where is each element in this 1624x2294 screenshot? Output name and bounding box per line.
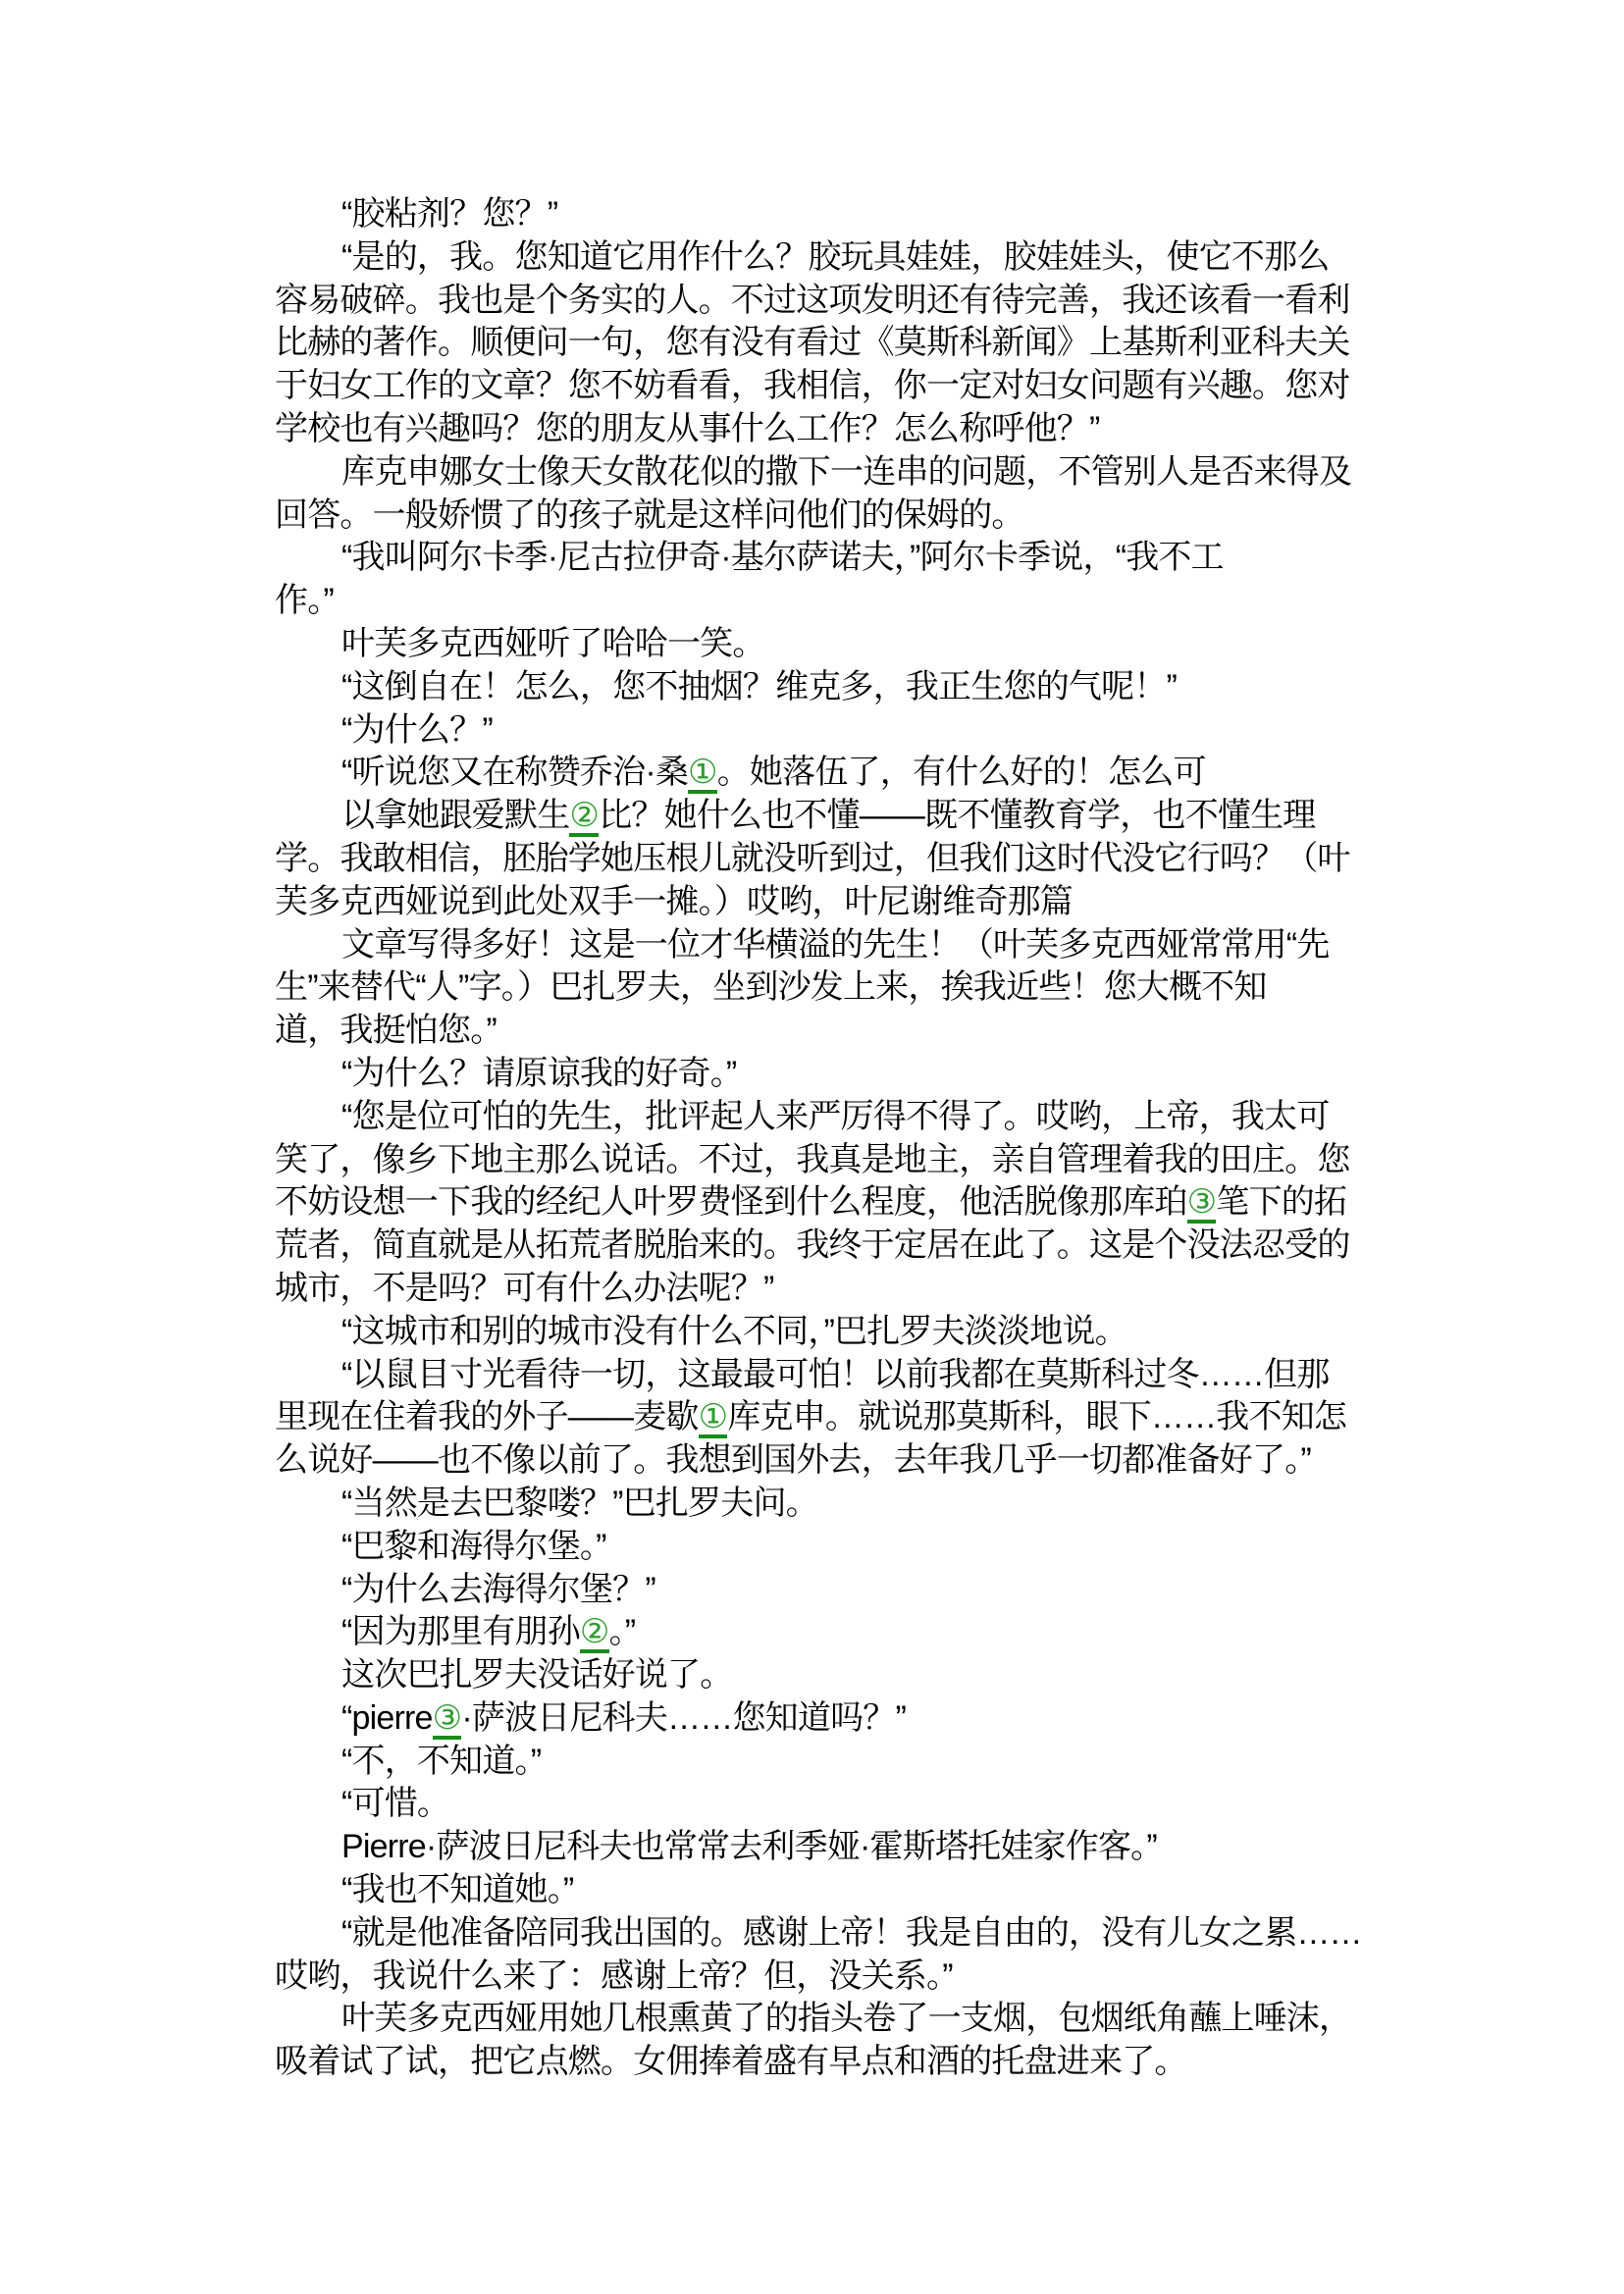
text-line [275, 1439, 1433, 1483]
text-line [275, 580, 1433, 623]
text-segment: 道，我挺怕您。” [275, 1012, 497, 1050]
text-line [275, 1569, 1433, 1612]
text-segment: “胶粘剂？您？” [341, 195, 558, 233]
text-line [275, 1396, 1433, 1439]
text-line [275, 408, 1433, 451]
text-line [275, 838, 1433, 881]
text-line [275, 365, 1433, 408]
text-line [275, 236, 1433, 280]
text-line [275, 1912, 1433, 1955]
text-segment: 荒者，简直就是从拓荒者脱胎来的。我终于定居在此了。这是个没法忍受的 [275, 1226, 1350, 1265]
text-segment: Pierre·萨波日尼科夫也常常去利季娅·霍斯塔托娃家作客。” [341, 1828, 1157, 1866]
text-segment: 。” [608, 1613, 636, 1651]
text-segment: ·萨波日尼科夫……您知道吗？” [461, 1698, 906, 1737]
text-segment: 以拿她跟爱默生 [341, 797, 570, 835]
text-line [275, 1225, 1433, 1268]
text-segment: 叶芙多克西娅听了哈哈一笑。 [341, 624, 765, 662]
text-line [275, 1096, 1433, 1139]
footnote-ref[interactable]: ① [688, 755, 717, 794]
footnote-ref[interactable]: ② [580, 1614, 609, 1653]
text-segment: “以鼠目寸光看待一切，这最最可怕！以前我都在莫斯科过冬……但那 [341, 1355, 1330, 1393]
text-line [275, 537, 1433, 580]
text-line [275, 1611, 1433, 1654]
text-segment: 容易破碎。我也是个务实的人。不过这项发明还有待完善，我还该看一看利 [275, 281, 1350, 319]
text-segment: “我也不知道她。” [341, 1871, 574, 1909]
text-segment: 叶芙多克西娅用她几根熏黄了的指头卷了一支烟，包烟纸角蘸上唾沫， [341, 2000, 1352, 2038]
text-line [275, 666, 1433, 709]
text-segment: “当然是去巴黎喽？”巴扎罗夫问。 [341, 1484, 818, 1522]
text-segment: 里现在住着我的外子——麦歇 [275, 1398, 699, 1436]
text-segment: “可惜。 [341, 1785, 450, 1823]
text-segment: “为什么？请原谅我的好奇。” [341, 1054, 737, 1092]
text-line [275, 1053, 1433, 1096]
text-segment: 学。我敢相信，胚胎学她压根儿就没听到过，但我们这时代没它行吗？（叶 [275, 839, 1350, 877]
text-line [275, 1869, 1433, 1912]
text-segment: “是的，我。您知道它用作什么？胶玩具娃娃，胶娃娃头，使它不那么 [341, 237, 1330, 276]
text-segment: 作。” [275, 582, 334, 620]
text-segment: “为什么？” [341, 710, 493, 749]
text-line [275, 1311, 1433, 1354]
text-line [275, 1526, 1433, 1569]
text-segment: 笑了，像乡下地主那么说话。不过，我真是地主，亲自管理着我的田庄。您 [275, 1140, 1350, 1178]
text-segment: 不妨设想一下我的经纪人叶罗费怪到什么程度，他活脱像那库珀 [275, 1183, 1187, 1222]
text-line [275, 1783, 1433, 1826]
text-line [275, 322, 1433, 365]
text-segment: 哎哟，我说什么来了：感谢上帝？但，没关系。” [275, 1956, 953, 1995]
text-line [275, 2041, 1433, 2084]
text-line [275, 623, 1433, 666]
text-segment: “就是他准备陪同我出国的。感谢上帝！我是自由的，没有儿女之累…… [341, 1913, 1362, 1952]
text-segment: 比？她什么也不懂——既不懂教育学，也不懂生理 [599, 797, 1316, 835]
text-line [275, 1998, 1433, 2041]
text-block [275, 193, 1433, 2084]
text-line [275, 451, 1433, 495]
text-segment: “这倒自在！怎么，您不抽烟？维克多，我正生您的气呢！” [341, 667, 1178, 705]
text-segment: “您是位可怕的先生，批评起人来严厉得不得了。哎哟，上帝，我太可 [341, 1097, 1330, 1135]
text-line [275, 193, 1433, 236]
footnote-ref[interactable]: ③ [1187, 1184, 1217, 1224]
text-segment: “巴黎和海得尔堡。” [341, 1527, 606, 1565]
text-segment: 吸着试了试，把它点燃。女佣捧着盛有早点和酒的托盘进来了。 [275, 2043, 1187, 2081]
text-segment: 芙多克西娅说到此处双手一摊。）哎哟，叶尼谢维奇那篇 [275, 882, 1073, 920]
text-segment: 城市，不是吗？可有什么办法呢？” [275, 1269, 774, 1307]
text-segment: “听说您又在称赞乔治·桑 [341, 754, 689, 792]
text-line [275, 752, 1433, 795]
text-segment: “不，不知道。” [341, 1742, 542, 1780]
text-line [275, 881, 1433, 924]
footnote-ref[interactable]: ② [569, 798, 599, 837]
text-line [275, 1955, 1433, 1999]
text-line [275, 1483, 1433, 1526]
text-segment: 库克申娜女士像天女散花似的撒下一连串的问题，不管别人是否来得及 [341, 452, 1352, 491]
text-segment: 学校也有兴趣吗？您的朋友从事什么工作？怎么称呼他？” [275, 409, 1100, 447]
text-segment: 笔下的拓 [1216, 1183, 1347, 1222]
text-segment: 回答。一般娇惯了的孩子就是这样问他们的保姆的。 [275, 495, 1024, 534]
footnote-ref[interactable]: ③ [433, 1700, 462, 1740]
text-line [275, 1826, 1433, 1869]
text-segment: “为什么去海得尔堡？” [341, 1570, 655, 1608]
text-line [275, 1354, 1433, 1397]
footnote-ref[interactable]: ① [699, 1399, 728, 1438]
text-segment: 这次巴扎罗夫没话好说了。 [341, 1656, 733, 1694]
text-segment: 于妇女工作的文章？您不妨看看，我相信，你一定对妇女问题有兴趣。您对 [275, 367, 1350, 405]
text-segment: “因为那里有朋孙 [341, 1613, 580, 1651]
text-line [275, 795, 1433, 838]
text-segment: 生”来替代“人”字。）巴扎罗夫，坐到沙发上来，挨我近些！您大概不知 [275, 968, 1267, 1007]
text-line [275, 1181, 1433, 1225]
text-segment: 么说好——也不像以前了。我想到国外去，去年我几乎一切都准备好了。” [275, 1441, 1311, 1480]
text-line [275, 966, 1433, 1010]
text-segment: 。她落伍了，有什么好的！怎么可 [716, 754, 1206, 792]
text-line [275, 280, 1433, 323]
text-segment: “我叫阿尔卡季·尼古拉伊奇·基尔萨诺夫，”阿尔卡季说，“我不工 [341, 539, 1224, 577]
text-line [275, 1139, 1433, 1182]
text-line [275, 924, 1433, 967]
text-segment: 库克申。就说那莫斯科，眼下……我不知怎 [727, 1398, 1347, 1436]
text-line [275, 1697, 1433, 1741]
text-line [275, 1654, 1433, 1697]
text-line [275, 709, 1433, 753]
text-line [275, 495, 1433, 538]
text-segment: “pierre [341, 1698, 433, 1737]
text-line [275, 1741, 1433, 1784]
text-segment: “这城市和别的城市没有什么不同，”巴扎罗夫淡淡地说。 [341, 1312, 1127, 1350]
text-segment: 文章写得多好！这是一位才华横溢的先生！（叶芙多克西娅常常用“先 [341, 925, 1330, 964]
text-line [275, 1268, 1433, 1311]
text-segment: 比赫的著作。顺便问一句，您有没有看过《莫斯科新闻》上基斯利亚科夫关 [275, 324, 1350, 362]
text-line [275, 1010, 1433, 1053]
